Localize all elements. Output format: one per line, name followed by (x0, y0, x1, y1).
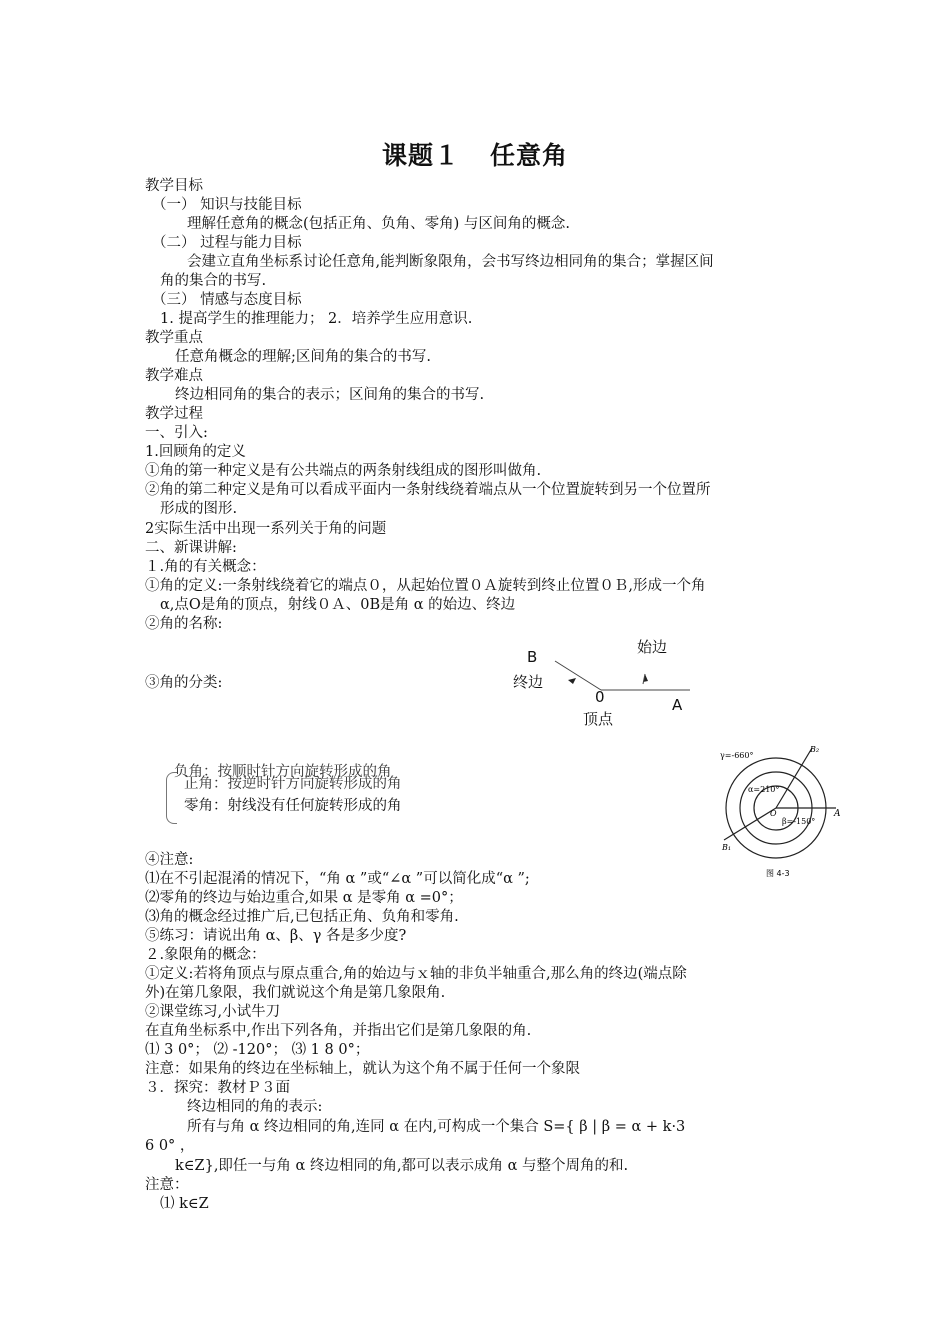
positive-angle-text: 正角：按逆时针方向旋转形成的角 (184, 776, 402, 792)
zero-angle-text: 零角：射线没有任何旋转形成的角 (184, 798, 402, 814)
text-line: 外)在第几象限，我们就说这个角是第几象限角. (145, 985, 446, 1001)
text-line: ②角的第二种定义是角可以看成平面内一条射线绕着端点从一个位置旋转到另一个位置所 (145, 482, 711, 498)
label-b: B (527, 648, 538, 666)
alpha-label: α=210° (748, 785, 780, 794)
text-line: 教学过程 (145, 406, 203, 422)
point-b2-label: B₂ (810, 745, 820, 754)
text-line: α,点O是角的顶点，射线０Ａ、0B是角 α 的始边、终边 (160, 597, 516, 613)
text-line: 在直角坐标系中,作出下列各角，并指出它们是第几象限的角. (145, 1023, 532, 1039)
text-line: ⑴ k∈Z (160, 1196, 209, 1212)
origin-label: O (770, 809, 777, 818)
text-line: ⑶角的概念经过推广后,已包括正角、负角和零角. (145, 909, 459, 925)
text-line: ②课堂练习,小试牛刀 (145, 1004, 281, 1020)
text-line: １.角的有关概念： (145, 559, 266, 575)
gamma-label: γ=-660° (720, 751, 754, 760)
figure-caption: 图 4-3 (766, 869, 790, 878)
title-sub: 任意角 (490, 141, 569, 170)
angle-diagram (505, 628, 705, 733)
text-line: 终边相同的角的表示: (187, 1099, 323, 1115)
title-main: 课题１ (381, 141, 460, 170)
beta-label: β=-150° (782, 817, 816, 826)
text-line: 注意： (145, 1177, 189, 1193)
text-line: （一） 知识与技能目标 (152, 197, 302, 213)
text-line: 1.回顾角的定义 (145, 444, 246, 460)
text-line: ３．探究：教材Ｐ３面 (145, 1080, 290, 1096)
text-line: ①定义:若将角顶点与原点重合,角的始边与ｘ轴的非负半轴重合,那么角的终边(端点除 (145, 966, 687, 982)
label-initial-side: 始边 (637, 638, 668, 656)
text-line: ⑤练习：请说出角 α、β、γ 各是多少度? (145, 928, 407, 944)
angle-classification (166, 758, 466, 830)
text-line: k∈Z},即任一与角 α 终边相同的角,都可以表示成角 α 与整个周角的和. (175, 1158, 629, 1174)
point-a-label: A (834, 809, 841, 819)
text-line: 角的集合的书写. (160, 273, 267, 289)
label-o: 0 (595, 688, 605, 706)
label-vertex: 顶点 (583, 710, 614, 728)
text-line: 理解任意角的概念(包括正角、负角、零角) 与区间角的概念. (187, 216, 571, 232)
point-b1-label: B₁ (722, 843, 732, 852)
angle-circles-diagram (718, 740, 848, 880)
page-title (0, 136, 950, 172)
text-line: 所有与角 α 终边相同的角,连同 α 在内,可构成一个集合 S={ β | β = α + k·3 (187, 1119, 686, 1135)
text-line: ⑴ 3 0°； ⑵ -120°； ⑶ 1 8 0°； (145, 1042, 370, 1058)
text-line: 2实际生活中出现一系列关于角的问题 (145, 521, 387, 537)
text-line: （二） 过程与能力目标 (152, 235, 302, 251)
label-a: A (672, 696, 683, 714)
text-line: 1. 提高学生的推理能力； 2．培养学生应用意识. (160, 311, 473, 327)
text-line: ⑵零角的终边与始边重合,如果 α 是零角 α =0°； (145, 890, 463, 906)
text-line: 教学重点 (145, 330, 203, 346)
negative-angle-text: 负角：按顺时针方向旋转形成的角 (174, 764, 392, 780)
text-line: ⑴在不引起混淆的情况下，“角 α ”或“∠α ”可以简化成“α ”; (145, 871, 530, 887)
text-line: ③角的分类: (145, 675, 223, 691)
text-line: （三） 情感与态度目标 (152, 292, 302, 308)
text-line: 6 0° ， (145, 1138, 195, 1154)
text-line: 形成的图形. (160, 501, 238, 517)
text-line: 注意：如果角的终边在坐标轴上，就认为这个角不属于任何一个象限 (145, 1061, 580, 1077)
text-line: 教学难点 (145, 368, 203, 384)
text-line: 终边相同角的集合的表示；区间角的集合的书写. (175, 387, 485, 403)
text-line: 一、引入: (145, 425, 208, 441)
text-line: ①角的第一种定义是有公共端点的两条射线组成的图形叫做角. (145, 463, 542, 479)
text-line: ①角的定义:一条射线绕着它的端点０，从起始位置０Ａ旋转到终止位置０Ｂ,形成一个角 (145, 578, 706, 594)
text-line: 会建立直角坐标系讨论任意角,能判断象限角，会书写终边相同角的集合；掌握区间 (187, 254, 714, 270)
angle-circles-svg (718, 740, 848, 880)
label-terminal-side: 终边 (513, 673, 544, 691)
text-line: 二、新课讲解: (145, 540, 237, 556)
text-line: ②角的名称: (145, 616, 223, 632)
text-line: ④注意: (145, 852, 194, 868)
text-line: 任意角概念的理解;区间角的集合的书写. (175, 349, 431, 365)
text-line: ２.象限角的概念： (145, 947, 266, 963)
text-line: 教学目标 (145, 178, 203, 194)
